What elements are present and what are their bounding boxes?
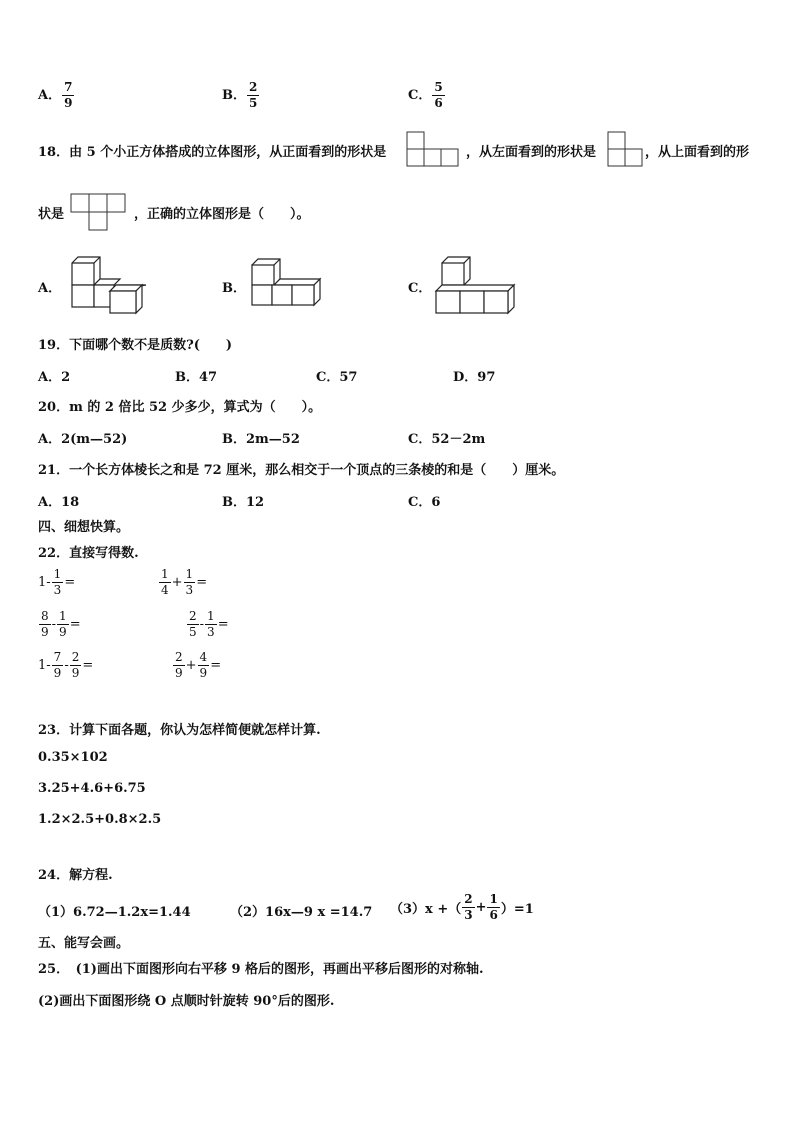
solid-figure-a xyxy=(70,255,150,313)
q22-expression-1: 1- $\frac{1}{3}$ = xyxy=(38,567,76,597)
q24-stem: 24．解方程. xyxy=(38,868,113,883)
solid-figure-c xyxy=(434,255,518,313)
top-view-figure xyxy=(70,193,130,231)
q22-expression-2: $\frac{1}{4}$ + $\frac{1}{3}$ = xyxy=(161,567,208,597)
q22-stem: 22．直接写得数. xyxy=(38,546,139,561)
q22-expression-3: $\frac{8}{9}$ - $\frac{1}{9}$ = xyxy=(41,609,81,639)
fraction: $\frac{7}{9}$ xyxy=(64,80,73,110)
q18-stem-part5: ，正确的立体图形是（ ）。 xyxy=(134,207,310,222)
q17-option-c: C． $\frac{5}{6}$ xyxy=(408,80,443,110)
q18-stem-part4: 状是 xyxy=(38,207,65,222)
front-view-figure xyxy=(406,131,462,167)
q18-option-c-label: C． xyxy=(408,281,432,296)
left-view-figure xyxy=(607,131,647,167)
q19-option-a: A．2 xyxy=(38,370,71,385)
fraction: $\frac{2}{5}$ xyxy=(249,80,258,110)
solid-figure-b xyxy=(250,257,330,309)
q18-option-a-label: A． xyxy=(38,281,62,296)
q17-option-b: B． $\frac{2}{5}$ xyxy=(222,80,258,110)
q21-option-c: C．6 xyxy=(408,495,441,510)
q20-option-a: A．2(m—52) xyxy=(38,432,128,447)
q21-stem: 21．一个长方体棱长之和是 72 厘米，那么相交于一个顶点的三条棱的和是（ ）厘米。 xyxy=(38,463,565,478)
q20-stem: 20．m 的 2 倍比 52 少多少，算式为（ ）。 xyxy=(38,400,322,415)
section-5-heading: 五、能写会画。 xyxy=(38,936,130,951)
q19-stem: 19．下面哪个数不是质数?( ) xyxy=(38,338,233,353)
q17-option-a: A． $\frac{7}{9}$ xyxy=(38,80,73,110)
q23-expression-1: 0.35×102 xyxy=(38,750,108,765)
q23-stem: 23．计算下面各题，你认为怎样简便就怎样计算. xyxy=(38,723,321,738)
q21-option-b: B．12 xyxy=(222,495,265,510)
q23-expression-3: 1.2×2.5+0.8×2.5 xyxy=(38,812,162,827)
q22-expression-5: 1- $\frac{7}{9}$ - $\frac{2}{9}$ = xyxy=(38,650,94,680)
q24-equation-3: （3）x +（ $\frac{2}{3}$ + $\frac{1}{6}$ ）=1 xyxy=(390,892,534,922)
q22-expression-4: $\frac{2}{5}$ - $\frac{1}{3}$ = xyxy=(189,609,229,639)
q19-option-c: C．57 xyxy=(316,370,358,385)
q20-option-b: B．2m—52 xyxy=(222,432,300,447)
q18-option-b-label: B． xyxy=(222,281,246,296)
q20-option-c: C．52－2m xyxy=(408,432,486,447)
q25-part-2: (2)画出下面图形绕 O 点顺时针旋转 90°后的图形. xyxy=(38,994,335,1009)
q23-expression-2: 3.25+4.6+6.75 xyxy=(38,781,146,796)
q18-stem-part2: ，从左面看到的形状是 xyxy=(466,145,597,160)
q18-stem-part3: ，从上面看到的形 xyxy=(645,145,750,160)
q19-option-b: B．47 xyxy=(175,370,218,385)
q18-stem-part1: 18．由 5 个小正方体搭成的立体图形，从正面看到的形状是 xyxy=(38,145,387,160)
section-4-heading: 四、细想快算。 xyxy=(38,520,130,535)
q24-equation-1: （1）6.72—1.2x=1.44 xyxy=(38,905,191,920)
q19-option-d: D．97 xyxy=(453,370,496,385)
q25-part-1: 25． (1)画出下面图形向右平移 9 格后的图形，再画出平移后图形的对称轴. xyxy=(38,962,484,977)
q21-option-a: A．18 xyxy=(38,495,80,510)
fraction: $\frac{5}{6}$ xyxy=(434,80,443,110)
q24-equation-2: （2）16x—9 x =14.7 xyxy=(230,905,373,920)
q22-expression-6: $\frac{2}{9}$ + $\frac{4}{9}$ = xyxy=(175,650,222,680)
